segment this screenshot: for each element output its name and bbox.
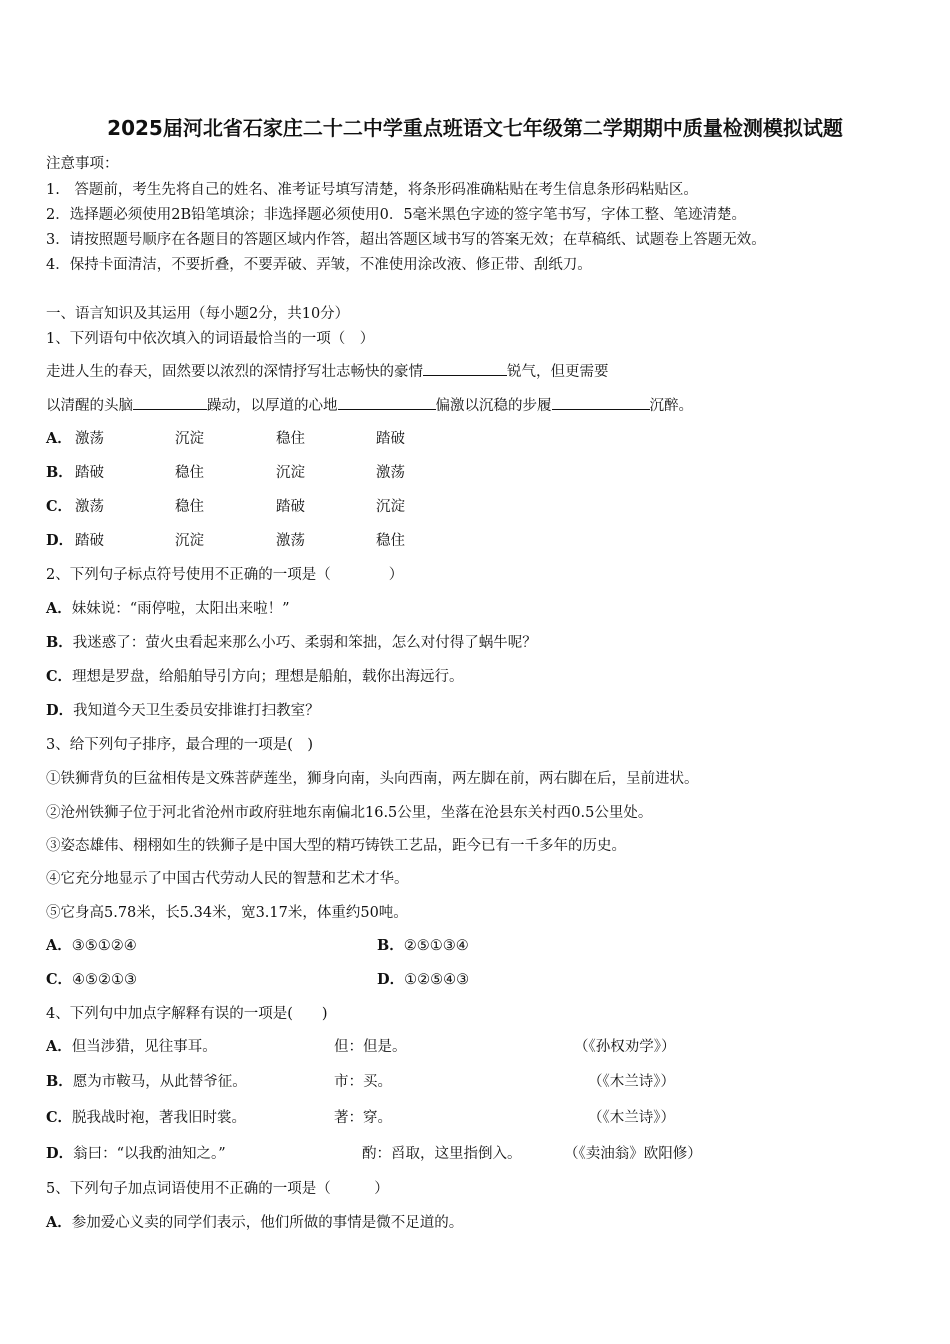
option-label: D．: [377, 971, 405, 988]
option-label: A．: [46, 600, 72, 617]
option-label: B．: [377, 937, 404, 954]
option-word: 沉淀: [175, 533, 204, 549]
option-label[interactable]: A．: [46, 430, 72, 447]
option-row[interactable]: [46, 1035, 217, 1056]
notice-item: 1. 答题前，考生先将自己的姓名、准考证号填写清楚，将条形码准确粘贴在考生信息条形码粘贴区。: [46, 182, 698, 198]
option-label: D．: [46, 702, 74, 719]
option-word: 激荡: [376, 465, 405, 481]
option-row[interactable]: [46, 1211, 463, 1232]
option-row[interactable]: [46, 968, 137, 989]
option-word: 激荡: [75, 431, 104, 447]
option-word: 稳住: [175, 465, 204, 481]
option-text: 我知道今天卫生委员安排谁打扫教室？: [73, 703, 320, 719]
option-label[interactable]: D．: [46, 532, 74, 549]
option-word: 踏破: [276, 499, 305, 515]
q1-text: 走进人生的春天，固然要以浓烈的深情抒写壮志畅快的豪情: [46, 364, 423, 380]
option-word: 稳住: [276, 431, 305, 447]
option-source: （《卖油翁》欧阳修）: [564, 1146, 702, 1162]
option-row[interactable]: [46, 1106, 246, 1127]
option-source: （《木兰诗》）: [588, 1074, 675, 1090]
option-text: ①②⑤④③: [404, 972, 470, 988]
notice-item: 2．选择题必须使用2B铅笔填涂；非选择题必须使用0．5毫米黑色字迹的签字笔书写，字体工整、笔迹清楚。: [46, 207, 747, 223]
option-text: 我迷惑了：萤火虫看起来那么小巧、柔弱和笨拙，怎么对付得了蜗牛呢？: [72, 635, 537, 651]
sentence: ③姿态雄伟、栩栩如生的铁狮子是中国大型的精巧铸铁工艺品，距今已有一千多年的历史。: [46, 838, 626, 854]
option-row[interactable]: [46, 665, 464, 686]
option-row[interactable]: [46, 1070, 247, 1091]
option-word: 踏破: [75, 465, 104, 481]
fill-blank[interactable]: [133, 395, 207, 410]
option-label: D．: [46, 1145, 74, 1162]
section-heading: 一、语言知识及其运用（每小题2分，共10分）: [46, 306, 350, 322]
option-row[interactable]: [377, 934, 469, 955]
option-row[interactable]: [46, 597, 290, 618]
option-text: ③⑤①②④: [71, 938, 137, 954]
q1-text: 锐气，但更需要: [507, 364, 609, 380]
sentence: ②沧州铁狮子位于河北省沧州市政府驻地东南偏北16.5公里，坐落在沧县东关村西0.5公里处。: [46, 805, 653, 821]
fill-blank[interactable]: [423, 361, 507, 376]
question-1-line-2: [46, 394, 693, 415]
question-1-stem: 1、下列语句中依次填入的词语最恰当的一项（ ）: [46, 331, 375, 347]
option-label: B．: [46, 1073, 73, 1090]
option-text: 理想是罗盘，给船舶导引方向；理想是船舶，载你出海远行。: [72, 669, 464, 685]
option-text: 参加爱心义卖的同学们表示，他们所做的事情是微不足道的。: [71, 1215, 464, 1231]
option-word: 踏破: [75, 533, 104, 549]
option-word: 稳住: [175, 499, 204, 515]
notice-item: 4．保持卡面清洁，不要折叠，不要弄破、弄皱，不准使用涂改液、修正带、刮纸刀。: [46, 257, 592, 273]
notice-heading: 注意事项：: [46, 156, 119, 172]
option-gloss: 市：买。: [334, 1074, 392, 1090]
q1-text: 沉醉。: [649, 398, 693, 414]
sentence: ①铁狮背负的巨盆相传是文殊菩萨莲坐，狮身向南，头向西南，两左脚在前，两右脚在后，呈前进状。: [46, 771, 699, 787]
question-3-stem: 3、给下列句子排序，最合理的一项是( ): [46, 737, 314, 753]
option-label: A．: [46, 937, 72, 954]
fill-blank[interactable]: [338, 395, 436, 410]
option-row[interactable]: [377, 968, 469, 989]
question-5-stem: 5、下列句子加点词语使用不正确的一项是（ ）: [46, 1181, 389, 1197]
option-sentence: 愿为市鞍马，从此替爷征。: [72, 1074, 247, 1090]
question-4-stem: 4、下列句中加点字解释有误的一项是( ): [46, 1006, 328, 1022]
option-row[interactable]: [46, 934, 137, 955]
option-label: C．: [46, 971, 73, 988]
option-gloss: 酌：舀取，这里指倒入。: [362, 1146, 522, 1162]
option-gloss: 著：穿。: [334, 1110, 392, 1126]
option-word: 沉淀: [175, 431, 204, 447]
option-text: ④⑤②①③: [72, 972, 138, 988]
option-text: 妹妹说：“雨停啦，太阳出来啦！”: [71, 601, 290, 617]
option-source: （《木兰诗》）: [588, 1110, 675, 1126]
option-word: 激荡: [75, 499, 104, 515]
q1-text: 以清醒的头脑: [46, 398, 133, 414]
question-2-stem: 2、下列句子标点符号使用不正确的一项是（ ）: [46, 567, 404, 583]
option-label: A．: [46, 1038, 72, 1055]
sentence: ④它充分地显示了中国古代劳动人民的智慧和艺术才华。: [46, 871, 409, 887]
option-word: 沉淀: [276, 465, 305, 481]
option-row[interactable]: [46, 631, 537, 652]
page-title: 2025届河北省石家庄二十二中学重点班语文七年级第二学期期中质量检测模拟试题: [107, 116, 843, 140]
option-sentence: 翁曰：“以我酌油知之。”: [73, 1146, 226, 1162]
q1-text: 偏激以沉稳的步履: [435, 398, 552, 414]
option-gloss: 但：但是。: [334, 1039, 407, 1055]
option-label: B．: [46, 634, 73, 651]
sentence: ⑤它身高5.78米，长5.34米，宽3.17米，体重约50吨。: [46, 905, 408, 921]
option-source: （《孙权劝学》）: [574, 1039, 676, 1055]
notice-item: 3．请按照题号顺序在各题目的答题区域内作答，超出答题区域书写的答案无效；在草稿纸、试题卷上答题无效。: [46, 232, 766, 248]
q1-text: 躁动，以厚道的心地: [207, 398, 338, 414]
option-label: C．: [46, 1109, 73, 1126]
option-sentence: 但当涉猎，见往事耳。: [71, 1039, 217, 1055]
option-word: 激荡: [276, 533, 305, 549]
option-text: ②⑤①③④: [403, 938, 469, 954]
option-label[interactable]: B．: [46, 464, 73, 481]
question-1-line-1: [46, 360, 609, 381]
option-row[interactable]: [46, 699, 320, 720]
option-word: 沉淀: [376, 499, 405, 515]
option-label[interactable]: C．: [46, 498, 73, 515]
option-word: 稳住: [376, 533, 405, 549]
fill-blank[interactable]: [552, 395, 650, 410]
option-row[interactable]: [46, 1142, 226, 1163]
option-word: 踏破: [376, 431, 405, 447]
option-label: C．: [46, 668, 73, 685]
option-sentence: 脱我战时袍，著我旧时裳。: [72, 1110, 247, 1126]
option-label: A．: [46, 1214, 72, 1231]
